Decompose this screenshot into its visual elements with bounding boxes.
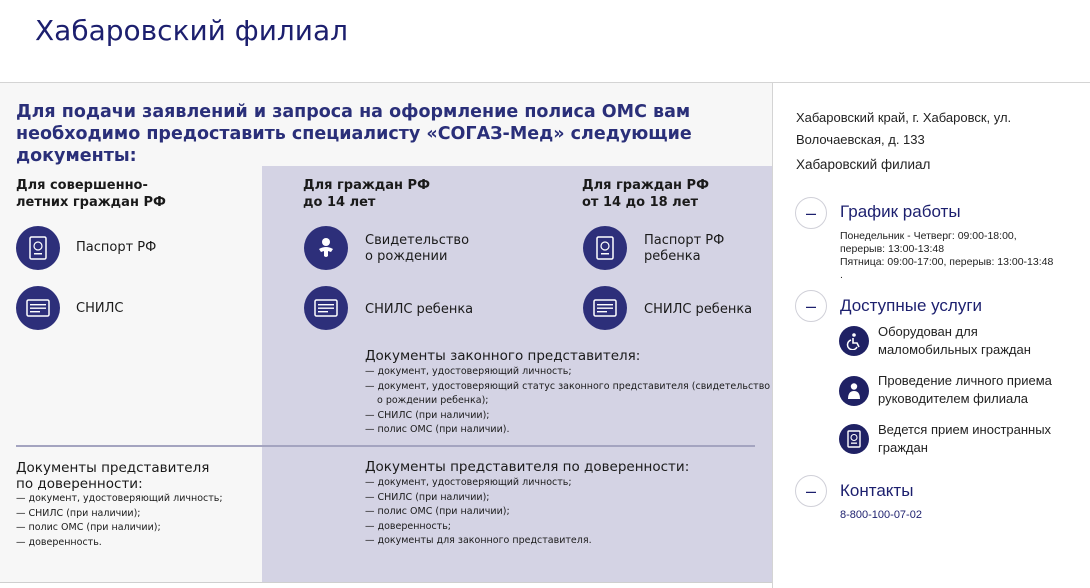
doc-label-child-snils: СНИЛС ребенка [365, 302, 474, 317]
doc-label-child-passport [644, 233, 724, 265]
list-item: — СНИЛС (при наличии); [365, 409, 490, 421]
list-item: — документ, удостоверяющий личность; [365, 477, 572, 488]
list-item: — доверенность. [16, 536, 102, 548]
column-heading-14-18 [582, 177, 709, 211]
passport-icon [16, 226, 60, 270]
schedule-line: перерыв: 13:00-13:48 [840, 243, 945, 255]
snils-card-icon [583, 286, 627, 330]
legal-rep-title: Документы законного представителя: [365, 348, 641, 364]
schedule-line: Понедельник - Четверг: 09:00-18:00, [840, 230, 1017, 242]
branch-address: Хабаровский край, г. Хабаровск, ул. Волочаевская, д. 133 [796, 110, 1012, 147]
column-heading-line: до 14 лет [303, 195, 376, 210]
services-collapse-button[interactable]: – [795, 290, 827, 322]
branch-name: Хабаровский филиал [796, 157, 931, 172]
column-heading-line: Для граждан РФ [582, 178, 709, 193]
list-item: — документ, удостоверяющий статус законного представителя (свидетельство [365, 380, 771, 392]
person-icon [839, 376, 869, 406]
legal-rep-list [365, 365, 770, 438]
infographic-bottom-border [0, 582, 772, 583]
list-item: — СНИЛС (при наличии); [16, 507, 141, 519]
contacts-collapse-button[interactable]: – [795, 475, 827, 507]
section-separator [16, 445, 755, 447]
service-label-director-reception: Проведение личного приема руководителем филиала [878, 373, 1052, 406]
services-section-title[interactable]: Доступные услуги [840, 296, 983, 315]
doc-label-passport: Паспорт РФ [76, 240, 157, 255]
list-item: — документы для законного представителя. [365, 535, 592, 546]
list-item: — полис ОМС (при наличии). [365, 424, 510, 435]
schedule-collapse-button[interactable]: – [795, 197, 827, 229]
column-heading-adults [16, 177, 166, 211]
contact-phone-link[interactable]: 8-800-100-07-02 [840, 509, 922, 521]
schedule-text [840, 230, 1080, 282]
snils-card-icon [16, 286, 60, 330]
proxy-title-line: Документы представителя [16, 460, 210, 476]
documents-infographic [0, 83, 772, 583]
column-heading-line: от 14 до 18 лет [582, 195, 699, 210]
list-item: — документ, удостоверяющий личность; [16, 493, 223, 504]
wheelchair-icon [839, 326, 869, 356]
doc-label-line: Паспорт РФ [644, 233, 725, 248]
doc-label-line: ребенка [644, 249, 701, 264]
baby-icon [304, 226, 348, 270]
proxy-list-minors [365, 476, 592, 549]
proxy-title-line: по доверенности: [16, 476, 143, 492]
list-item: — доверенность; [365, 520, 452, 532]
schedule-section-title[interactable]: График работы [840, 202, 961, 221]
service-label-accessibility: Оборудован для маломобильных граждан [878, 324, 1031, 357]
column-heading-under-14 [303, 177, 430, 211]
list-item: — полис ОМС (при наличии); [16, 522, 161, 533]
passport-icon [583, 226, 627, 270]
sidebar-divider [772, 82, 773, 588]
schedule-line: Пятница: 09:00-17:00, перерыв: 13:00-13:48 [840, 256, 1054, 268]
infographic-headline: Для подачи заявлений и запроса на оформление полиса ОМС вам необходимо предоставить специалисту «СОГАЗ-Мед» следующие документы: [16, 102, 692, 166]
passport-icon [839, 424, 869, 454]
contacts-section-title[interactable]: Контакты [840, 481, 914, 500]
doc-label-line: о рождении [365, 249, 448, 264]
doc-label-child-snils: СНИЛС ребенка [644, 302, 753, 317]
doc-label-snils: СНИЛС [76, 301, 124, 316]
column-heading-line: Для совершенно- [16, 178, 148, 193]
schedule-line: . [840, 269, 843, 281]
list-item: — полис ОМС (при наличии); [365, 506, 510, 517]
proxy-title-adults [16, 460, 209, 492]
page-title: Хабаровский филиал [35, 14, 349, 47]
column-heading-line: Для граждан РФ [303, 178, 430, 193]
list-item: — СНИЛС (при наличии); [365, 491, 490, 503]
list-item: — документ, удостоверяющий личность; [365, 366, 572, 377]
list-item: о рождении ребенка); [377, 395, 489, 406]
column-heading-line: летних граждан РФ [16, 195, 166, 210]
doc-label-birth-certificate [365, 233, 469, 265]
doc-label-line: Свидетельство [365, 233, 470, 248]
snils-card-icon [304, 286, 348, 330]
proxy-title-minors: Документы представителя по доверенности: [365, 459, 690, 475]
service-label-foreign-citizens: Ведется прием иностранных граждан [878, 422, 1052, 455]
proxy-list-adults [16, 492, 223, 550]
